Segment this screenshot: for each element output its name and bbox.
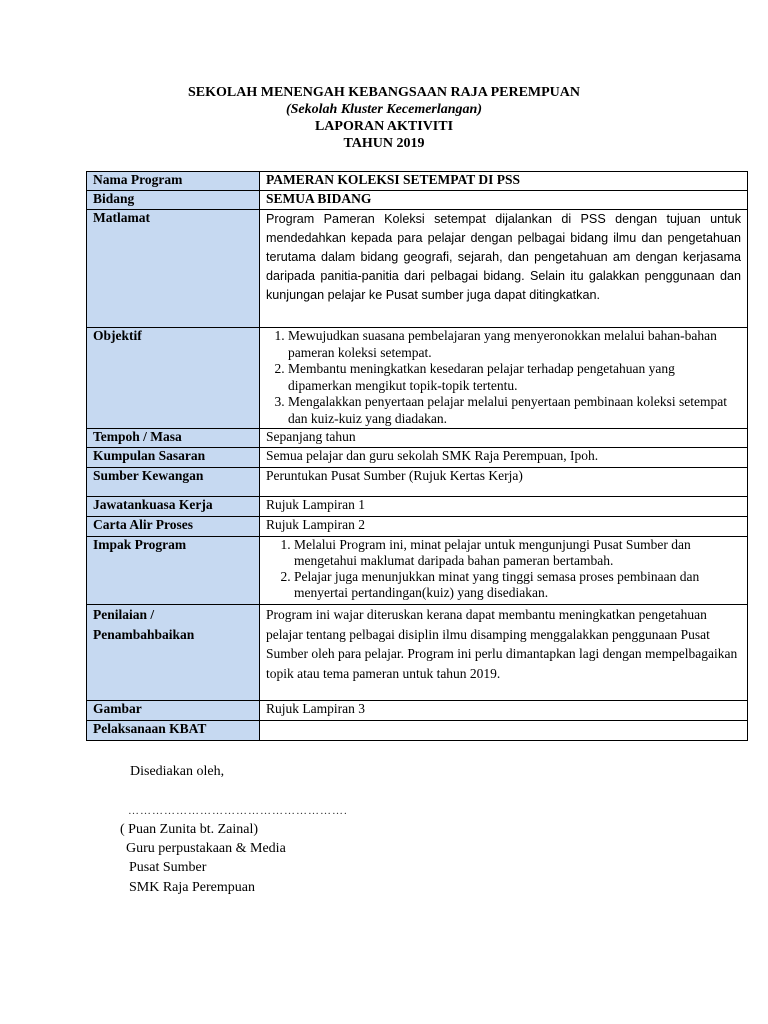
table-row xyxy=(87,537,748,605)
list-item: 3. Mengalakkan penyertaan pelajar melalui penyertaan pembinaan koleksi setempat dan kuiz-kuiz yang diadakan. xyxy=(288,394,741,427)
value-carta-alir: Rujuk Lampiran 2 xyxy=(260,517,748,537)
report-title: LAPORAN AKTIVITI xyxy=(314,119,454,134)
table-row xyxy=(87,448,748,468)
label-tempoh: Tempoh / Masa xyxy=(87,429,260,448)
label-impak-program: Impak Program xyxy=(87,537,260,605)
value-tempoh: Sepanjang tahun xyxy=(260,429,748,448)
table-row xyxy=(87,172,748,191)
table-row xyxy=(87,497,748,517)
table-row xyxy=(87,701,748,721)
activity-report-table xyxy=(86,171,748,741)
prepared-by-label: Disediakan oleh, xyxy=(130,764,225,779)
label-gambar: Gambar xyxy=(87,701,260,721)
label-penilaian-line1: Penilaian / xyxy=(93,607,155,622)
signatory-unit: Pusat Sumber xyxy=(129,860,207,875)
signatory-school: SMK Raja Perempuan xyxy=(129,880,255,895)
table-row xyxy=(87,517,748,537)
value-nama-program: PAMERAN KOLEKSI SETEMPAT DI PSS xyxy=(260,172,748,191)
list-item: 2. Pelajar juga menunjukkan minat yang tinggi semasa proses pembinaan dan menyertai pertandingan(kuiz) yang disediakan. xyxy=(294,569,741,601)
table-row xyxy=(87,210,748,328)
label-sumber-kewangan: Sumber Kewangan xyxy=(87,468,260,497)
value-penilaian: Program ini wajar diteruskan kerana dapat membantu meningkatkan pengetahuan pelajar tentang pelbagai disiplin ilmu disamping menggalakkan penggunaan Pusat Sumber oleh para pelajar. Program ini perlu dimantapkan lagi dengan mempelbagaikan topik atau tema pameran untuk tahun 2019. xyxy=(260,605,748,701)
signatory-name: ( Puan Zunita bt. Zainal) xyxy=(120,822,259,837)
label-kbat: Pelaksanaan KBAT xyxy=(87,721,260,741)
document-header xyxy=(0,84,768,152)
value-kbat xyxy=(260,721,748,741)
table-row xyxy=(87,468,748,497)
value-gambar: Rujuk Lampiran 3 xyxy=(260,701,748,721)
label-penilaian xyxy=(87,605,260,701)
label-objektif: Objektif xyxy=(87,328,260,429)
list-item: 1. Mewujudkan suasana pembelajaran yang menyeronokkan melalui bahan-bahan pameran koleksi setempat. xyxy=(288,328,741,361)
value-objektif xyxy=(260,328,748,429)
school-name: SEKOLAH MENENGAH KEBANGSAAN RAJA PEREMPUAN xyxy=(187,85,581,100)
table-row xyxy=(87,328,748,429)
label-bidang: Bidang xyxy=(87,191,260,210)
label-nama-program: Nama Program xyxy=(87,172,260,191)
signature-line: ………………………………………………. xyxy=(128,805,348,817)
list-item: 2. Membantu meningkatkan kesedaran pelajar terhadap pengetahuan yang dipamerkan mengikut topik-topik tertentu. xyxy=(288,361,741,394)
table-row xyxy=(87,429,748,448)
report-year: TAHUN 2019 xyxy=(343,136,425,151)
label-penilaian-line2: Penambahbaikan xyxy=(93,626,195,642)
label-carta-alir: Carta Alir Proses xyxy=(87,517,260,537)
value-jawatankuasa-kerja: Rujuk Lampiran 1 xyxy=(260,497,748,517)
value-matlamat: Program Pameran Koleksi setempat dijalankan di PSS dengan tujuan untuk mendedahkan kepada para pelajar dengan pelbagai bidang ilmu dan pengetahuan terutama dalam bidang geografi, sejarah, dan pengetahuan am dengan kerjasama daripada panitia-panitia dari pelbagai bidang. Selain itu galakkan penggunaan dan kunjungan pelajar ke Pusat sumber juga dapat ditingkatkan. xyxy=(260,210,748,328)
impak-list xyxy=(266,537,741,601)
objektif-list xyxy=(266,328,741,427)
value-sumber-kewangan: Peruntukan Pusat Sumber (Rujuk Kertas Kerja) xyxy=(260,468,748,497)
table-row xyxy=(87,605,748,701)
school-subtitle: (Sekolah Kluster Kecemerlangan) xyxy=(285,102,482,117)
label-matlamat: Matlamat xyxy=(87,210,260,328)
label-kumpulan-sasaran: Kumpulan Sasaran xyxy=(87,448,260,468)
table-row xyxy=(87,191,748,210)
list-item: 1. Melalui Program ini, minat pelajar untuk mengunjungi Pusat Sumber dan mengetahui maklumat daripada bahan pameran bertambah. xyxy=(294,537,741,569)
value-kumpulan-sasaran: Semua pelajar dan guru sekolah SMK Raja Perempuan, Ipoh. xyxy=(260,448,748,468)
table-row xyxy=(87,721,748,741)
value-bidang: SEMUA BIDANG xyxy=(260,191,748,210)
value-impak-program xyxy=(260,537,748,605)
signatory-position: Guru perpustakaan & Media xyxy=(126,841,286,856)
label-jawatankuasa-kerja: Jawatankuasa Kerja xyxy=(87,497,260,517)
